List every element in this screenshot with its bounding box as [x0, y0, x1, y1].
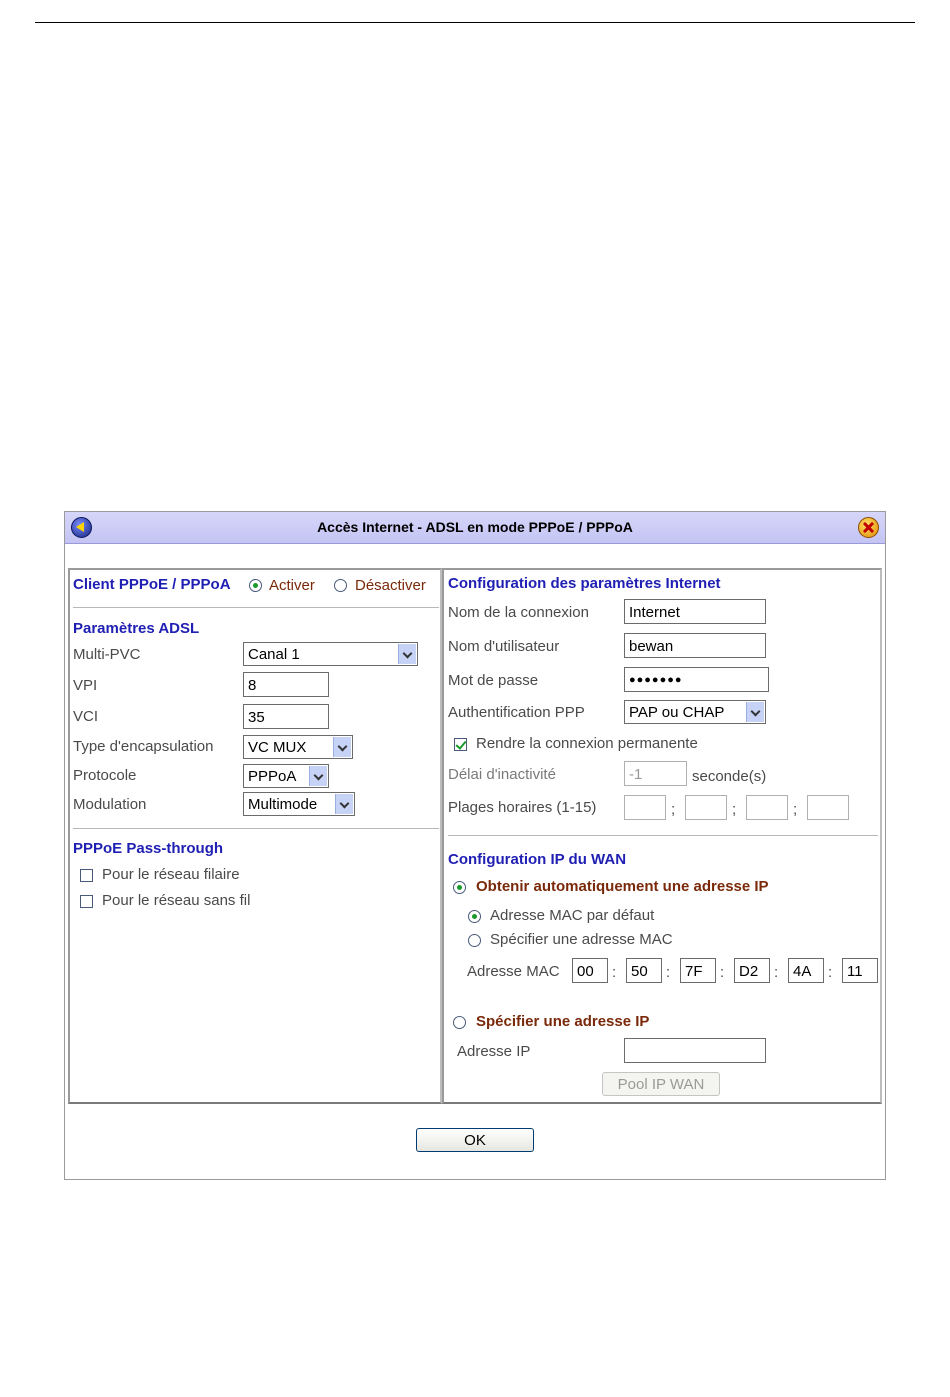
- auth-label: Authentification PPP: [448, 704, 585, 721]
- idle-input[interactable]: -1: [624, 761, 687, 786]
- permanent-label: Rendre la connexion permanente: [476, 735, 698, 752]
- mac-octet-4[interactable]: D2: [734, 958, 770, 983]
- hours-label: Plages horaires (1-15): [448, 799, 597, 816]
- pass-label: Mot de passe: [448, 672, 539, 689]
- mac-colon: :: [774, 964, 779, 981]
- ok-button[interactable]: OK: [416, 1128, 534, 1152]
- hours-input-1[interactable]: [624, 795, 666, 820]
- client-label: Client PPPoE / PPPoA: [73, 576, 231, 593]
- auth-select[interactable]: [624, 700, 766, 724]
- hours-input-4[interactable]: [807, 795, 849, 820]
- mac-specify-label: Spécifier une adresse MAC: [490, 931, 673, 948]
- user-label: Nom d'utilisateur: [448, 638, 560, 655]
- mac-octet-1[interactable]: 00: [572, 958, 608, 983]
- chevron-down-icon: [335, 794, 353, 814]
- client-activer-label: Activer: [269, 577, 315, 594]
- client-desactiver-radio[interactable]: [334, 579, 347, 592]
- left-panel: [68, 568, 442, 1104]
- client-desactiver-label: Désactiver: [355, 577, 426, 594]
- static-ip-label: Spécifier une adresse IP: [476, 1013, 650, 1030]
- idle-unit: seconde(s): [692, 768, 767, 785]
- permanent-checkbox[interactable]: [454, 738, 467, 751]
- auto-ip-radio[interactable]: [453, 881, 466, 894]
- vci-label: VCI: [73, 708, 99, 725]
- mac-colon: :: [828, 964, 833, 981]
- internet-heading: Configuration des paramètres Internet: [448, 575, 721, 592]
- client-activer-radio[interactable]: [249, 579, 262, 592]
- dialog-title: Accès Internet - ADSL en mode PPPoE / PPPoA: [317, 519, 633, 535]
- title-bar: [65, 512, 885, 544]
- encap-value: VC MUX: [248, 739, 307, 756]
- close-icon[interactable]: [858, 517, 879, 538]
- mac-specify-radio[interactable]: [468, 934, 481, 947]
- mac-octet-5[interactable]: 4A: [788, 958, 824, 983]
- user-input[interactable]: bewan: [624, 633, 766, 658]
- vpi-label: VPI: [73, 677, 98, 694]
- wireless-checkbox[interactable]: [80, 895, 93, 908]
- right-panel: [442, 568, 882, 1104]
- hours-input-3[interactable]: [746, 795, 788, 820]
- hours-sep: ;: [671, 801, 676, 818]
- mod-value: Multimode: [248, 796, 318, 813]
- auth-value: PAP ou CHAP: [629, 704, 725, 721]
- encap-label: Type d'encapsulation: [73, 738, 214, 755]
- hours-sep: ;: [732, 801, 737, 818]
- divider: [73, 828, 439, 829]
- mac-octet-6[interactable]: 11: [842, 958, 878, 983]
- hours-sep: ;: [793, 801, 798, 818]
- conn-name-input[interactable]: Internet: [624, 599, 766, 624]
- page-top-rule: [35, 22, 915, 23]
- idle-label: Délai d'inactivité: [448, 766, 556, 783]
- adsl-heading: Paramètres ADSL: [73, 620, 200, 637]
- mac-colon: :: [720, 964, 725, 981]
- proto-value: PPPoA: [248, 768, 297, 785]
- encap-select[interactable]: [243, 735, 353, 759]
- vpi-input[interactable]: 8: [243, 672, 329, 697]
- wireless-label: Pour le réseau sans fil: [102, 892, 251, 909]
- chevron-down-icon: [333, 737, 351, 757]
- ip-label: Adresse IP: [457, 1043, 531, 1060]
- mac-label: Adresse MAC: [467, 963, 560, 980]
- proto-select[interactable]: [243, 764, 329, 788]
- multipvc-value: Canal 1: [248, 646, 300, 663]
- vci-input[interactable]: 35: [243, 704, 329, 729]
- mac-colon: :: [666, 964, 671, 981]
- passthrough-heading: PPPoE Pass-through: [73, 840, 224, 857]
- conn-name-label: Nom de la connexion: [448, 604, 589, 621]
- chevron-down-icon: [309, 766, 327, 786]
- pool-ip-wan-button[interactable]: Pool IP WAN: [602, 1072, 720, 1096]
- mod-select[interactable]: [243, 792, 355, 816]
- dialog-window: [64, 511, 886, 1180]
- hours-input-2[interactable]: [685, 795, 727, 820]
- auto-ip-label: Obtenir automatiquement une adresse IP: [476, 878, 769, 895]
- mod-label: Modulation: [73, 796, 147, 813]
- divider: [73, 607, 439, 608]
- wired-checkbox[interactable]: [80, 869, 93, 882]
- pass-input[interactable]: ●●●●●●●: [624, 667, 769, 692]
- multipvc-select[interactable]: [243, 642, 418, 666]
- mac-octet-3[interactable]: 7F: [680, 958, 716, 983]
- wan-heading: Configuration IP du WAN: [448, 851, 627, 868]
- proto-label: Protocole: [73, 767, 137, 784]
- wired-label: Pour le réseau filaire: [102, 866, 240, 883]
- mac-colon: :: [612, 964, 617, 981]
- static-ip-radio[interactable]: [453, 1016, 466, 1029]
- mac-default-label: Adresse MAC par défaut: [490, 907, 655, 924]
- chevron-down-icon: [746, 702, 764, 722]
- ip-input[interactable]: [624, 1038, 766, 1063]
- divider: [448, 835, 878, 836]
- mac-octet-2[interactable]: 50: [626, 958, 662, 983]
- mac-default-radio[interactable]: [468, 910, 481, 923]
- multipvc-label: Multi-PVC: [73, 646, 141, 663]
- chevron-down-icon: [398, 644, 416, 664]
